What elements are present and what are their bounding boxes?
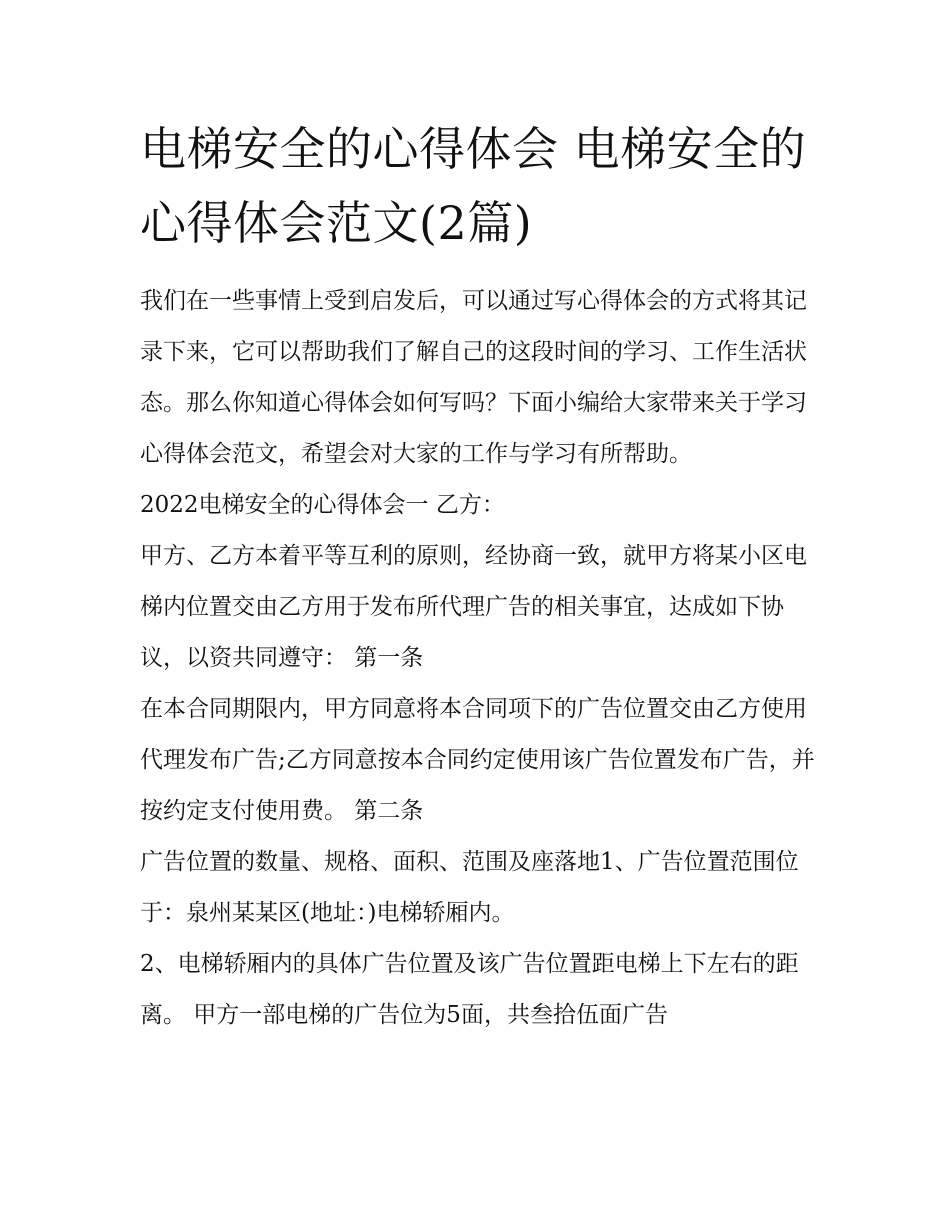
ad-position-paragraph: 2、电梯轿厢内的具体广告位置及该广告位置距电梯上下左右的距离。 甲方一部电梯的广告位为5面，共叁拾伍面广告 [140, 951, 799, 1028]
document-title: 电梯安全的心得体会 电梯安全的心得体会范文(2篇) [140, 122, 807, 250]
article-one-paragraph: 在本合同期限内，甲方同意将本合同项下的广告位置交由乙方使用代理发布广告;乙方同意按本合同约定使用该广告位置发布广告，并按约定支付使用费。 第二条 [140, 696, 815, 824]
intro-paragraph: 我们在一些事情上受到启发后，可以通过写心得体会的方式将其记录下来，它可以帮助我们了解自己的这段时间的学习、工作生活状态。那么你知道心得体会如何写吗？下面小编给大家带来关于学习心得体会范文，希望会对大家的工作与学习有所帮助。 [140, 288, 807, 467]
section-heading-paragraph: 2022电梯安全的心得体会一 乙方： [140, 492, 505, 518]
document-body [140, 112, 820, 1041]
agreement-paragraph: 甲方、乙方本着平等互利的原则，经协商一致，就甲方将某小区电梯内位置交由乙方用于发布所代理广告的相关事宜，达成如下协议，以资共同遵守： 第一条 [140, 543, 807, 671]
article-two-paragraph: 广告位置的数量、规格、面积、范围及座落地1、广告位置范围位于：泉州某某区(地址：)电梯轿厢内。 [140, 849, 799, 926]
